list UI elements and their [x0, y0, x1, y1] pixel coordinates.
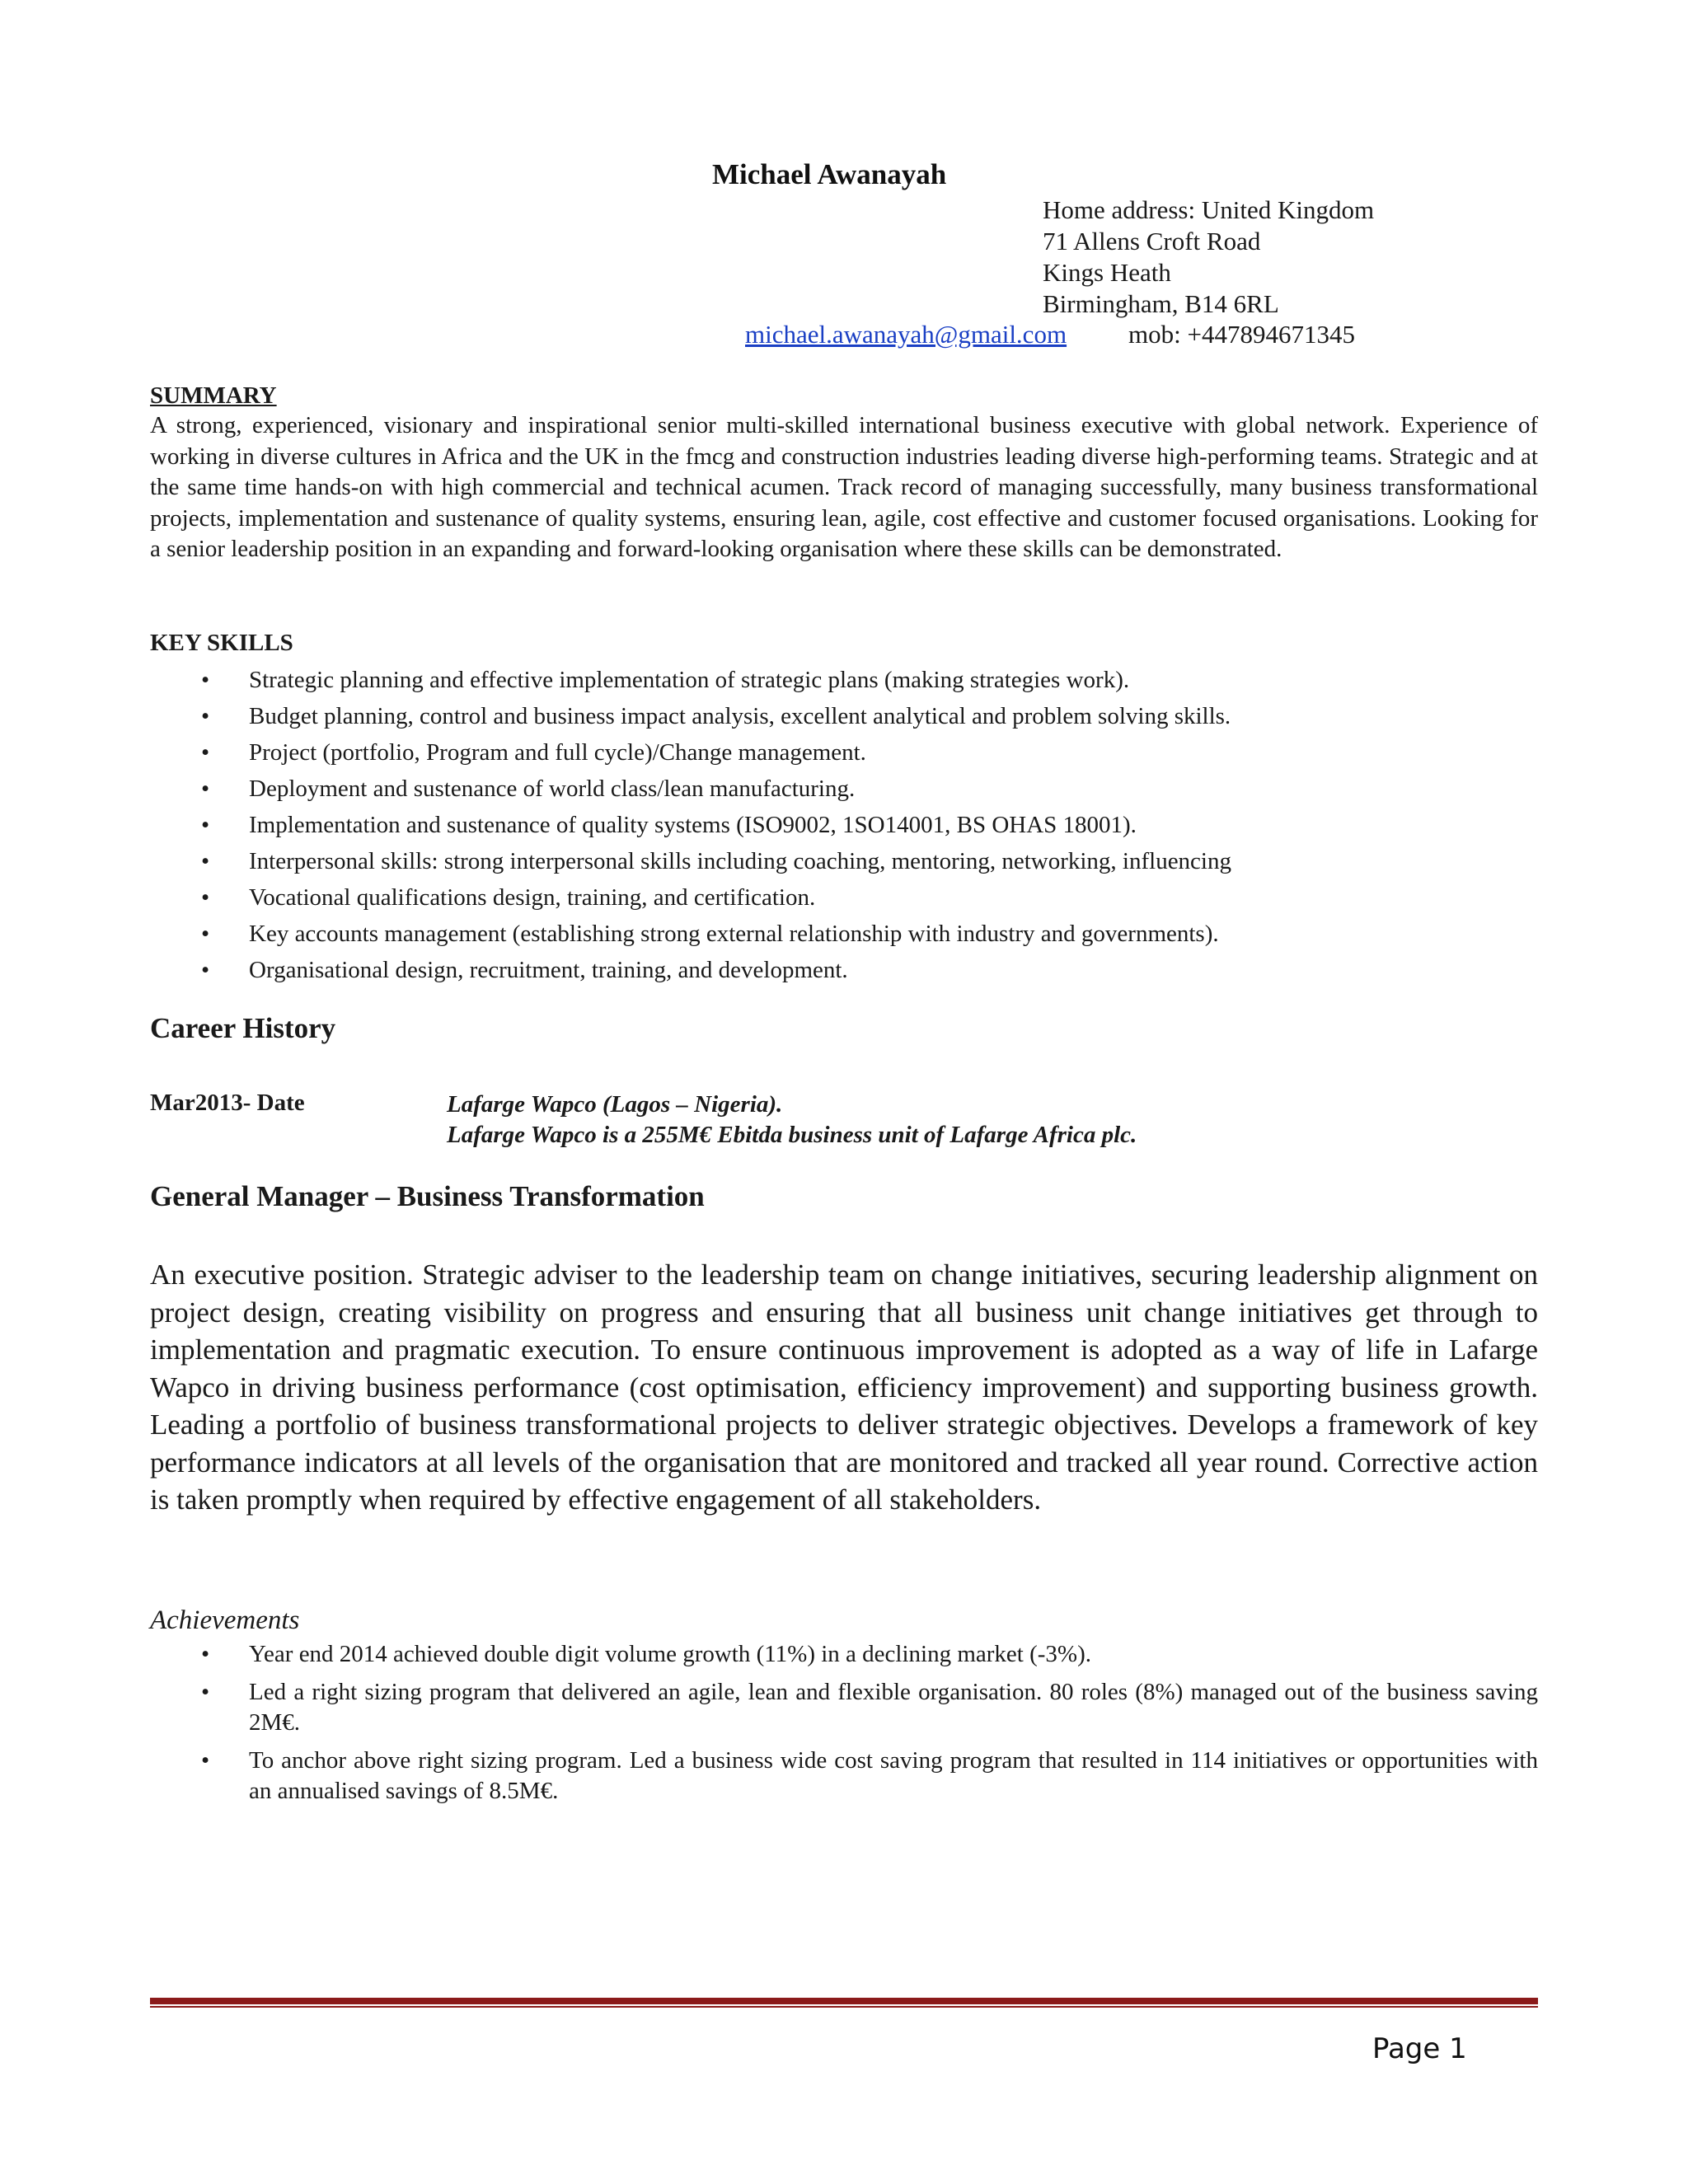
page-number: Page 1	[1372, 2032, 1467, 2065]
bullet-icon: •	[201, 884, 210, 911]
bullet-icon: •	[201, 921, 210, 947]
list-item	[150, 771, 1538, 807]
role-description: An executive position. Strategic adviser to the leadership team on change initiatives, securing leadership alignment on project design, creating visibility on progress and ensuring that all business unit change initiatives get through to implementation and pragmatic execution. To ensure continuous improvement is adopted as a way of life in Lafarge Wapco in driving business performance (cost optimisation, efficiency improvement) and supporting business growth. Leading a portfolio of business transformational projects to deliver strategic objectives. Develops a framework of key performance indicators at all levels of the organisation that are monitored and tracked all year round. Corrective action is taken promptly when required by effective engagement of all stakeholders.	[150, 1258, 1538, 1516]
skill-text: Budget planning, control and business impact analysis, excellent analytical and problem solving skills.	[249, 703, 1231, 729]
bullet-icon: •	[201, 1641, 210, 1667]
career-history-heading: Career History	[150, 1012, 336, 1044]
skill-text: Implementation and sustenance of quality systems (ISO9002, 1SO14001, BS OHAS 18001).	[249, 812, 1137, 838]
mobile-number: mob: +447894671345	[1128, 320, 1355, 349]
list-item	[150, 879, 1538, 916]
skill-text: Interpersonal skills: strong interpersonal skills including coaching, mentoring, networking, influencing	[249, 848, 1231, 874]
address-line: 71 Allens Croft Road	[1043, 227, 1261, 255]
bullet-icon: •	[201, 812, 210, 838]
summary-text: A strong, experienced, visionary and inspirational senior multi-skilled international business executive with global network. Experience of working in diverse cultures in Africa and the UK in the fmcg and construction industries leading diverse high-performing teams. Strategic and at the same time hands-on with high commercial and technical acumen. Track record of managing successfully, many business transformational projects, implementation and sustenance of quality systems, ensuring lean, agile, cost effective and customer focused organisations. Looking for a senior leadership position in an expanding and forward-looking organisation where these skills can be demonstrated.	[150, 412, 1538, 562]
address-line: Home address: United Kingdom	[1043, 195, 1375, 224]
achievement-text: To anchor above right sizing program. Led a business wide cost saving program that resulted in 114 initiatives or opportunities with an annualised savings of 8.5M€.	[249, 1746, 1538, 1804]
bullet-icon: •	[201, 848, 210, 874]
bullet-icon: •	[201, 1678, 210, 1705]
summary-section	[150, 382, 1538, 565]
bullet-icon: •	[201, 739, 210, 766]
email-link[interactable]: michael.awanayah@gmail.com	[745, 320, 1067, 349]
job-company	[447, 1090, 1137, 1151]
list-item	[150, 952, 1538, 988]
list-item	[150, 1639, 1538, 1671]
list-item	[150, 734, 1538, 771]
achievement-text: Led a right sizing program that delivered an agile, lean and flexible organisation. 80 roles (8%) managed out of the business saving 2M€.	[249, 1678, 1538, 1736]
bullet-icon: •	[201, 957, 210, 983]
bullet-icon: •	[201, 667, 210, 693]
skill-text: Project (portfolio, Program and full cycle)/Change management.	[249, 739, 866, 766]
skill-text: Vocational qualifications design, training, and certification.	[249, 884, 816, 911]
skill-text: Organisational design, recruitment, training, and development.	[249, 957, 848, 983]
skill-text: Key accounts management (establishing strong external relationship with industry and governments).	[249, 921, 1219, 947]
bullet-icon: •	[201, 776, 210, 802]
contact-line	[745, 320, 1355, 349]
achievements-section	[150, 1605, 1538, 1814]
key-skills-list	[150, 662, 1538, 988]
list-item	[150, 662, 1538, 698]
footer-divider	[150, 1998, 1538, 2008]
list-item	[150, 843, 1538, 879]
achievements-heading: Achievements	[150, 1605, 300, 1635]
bullet-icon: •	[201, 1746, 210, 1774]
achievements-list	[150, 1639, 1538, 1807]
key-skills-heading: KEY SKILLS	[150, 630, 293, 656]
address-line: Kings Heath	[1043, 258, 1171, 287]
skill-text: Deployment and sustenance of world class/lean manufacturing.	[249, 776, 856, 802]
bullet-icon: •	[201, 703, 210, 729]
achievement-text: Year end 2014 achieved double digit volume growth (11%) in a declining market (-3%).	[249, 1641, 1091, 1667]
list-item	[150, 1746, 1538, 1807]
list-item	[150, 698, 1538, 734]
job-date: Mar2013- Date	[150, 1090, 305, 1116]
list-item	[150, 1677, 1538, 1739]
company-description: Lafarge Wapco is a 255M€ Ebitda business unit of Lafarge Africa plc.	[447, 1122, 1137, 1148]
list-item	[150, 916, 1538, 952]
home-address	[1043, 194, 1374, 320]
summary-heading: SUMMARY	[150, 382, 277, 409]
list-item	[150, 807, 1538, 843]
key-skills-section	[150, 630, 1538, 988]
address-line: Birmingham, B14 6RL	[1043, 289, 1279, 318]
candidate-name: Michael Awanayah	[712, 158, 947, 190]
role-title: General Manager – Business Transformation	[150, 1180, 705, 1212]
company-name: Lafarge Wapco (Lagos – Nigeria).	[447, 1091, 783, 1118]
skill-text: Strategic planning and effective implementation of strategic plans (making strategies work).	[249, 667, 1130, 693]
